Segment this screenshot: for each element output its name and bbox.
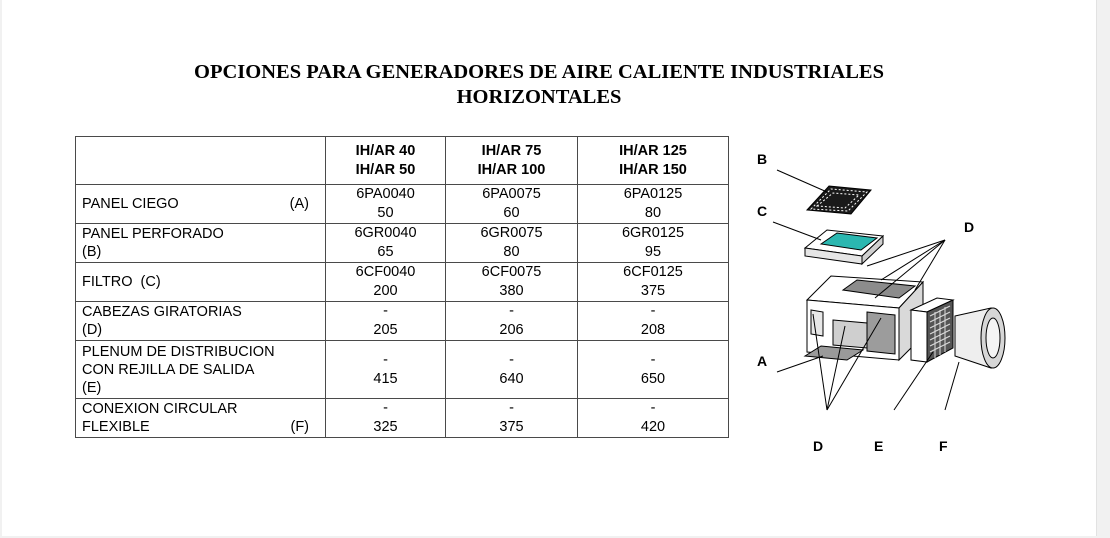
plenum-grille-e (911, 298, 953, 362)
header-model-40-50: IH/AR 40 IH/AR 50 (326, 137, 446, 185)
table-cell: 6CF0075 380 (446, 263, 578, 302)
table-row-plenum (76, 341, 729, 399)
table-cell: - 325 (326, 399, 446, 438)
table-row-panel-perforado (76, 224, 729, 263)
row-label: PANEL CIEGO (A) (76, 185, 326, 224)
header-empty-cell (76, 137, 326, 185)
header-model-125-150: IH/AR 125 IH/AR 150 (578, 137, 729, 185)
table-cell: - 205 (326, 302, 446, 341)
table-row-cabezas-giratorias (76, 302, 729, 341)
row-label: FILTRO (C) (76, 263, 326, 302)
label-d-bottom: D (813, 438, 824, 454)
row-label: CABEZAS GIRATORIAS (D) (76, 302, 326, 341)
header-model-75-100: IH/AR 75 IH/AR 100 (446, 137, 578, 185)
table-cell: - 650 (578, 341, 729, 399)
perforated-panel-b (807, 186, 871, 214)
table-cell: - 208 (578, 302, 729, 341)
table-row-conexion-circular (76, 399, 729, 438)
document-page (2, 0, 1097, 536)
table-cell: 6PA0125 80 (578, 185, 729, 224)
table-cell: 6PA0040 50 (326, 185, 446, 224)
label-e: E (874, 438, 884, 454)
table-cell: 6GR0040 65 (326, 224, 446, 263)
table-cell: - 420 (578, 399, 729, 438)
table-row-filtro (76, 263, 729, 302)
circular-connection-f (955, 308, 1005, 368)
row-label: PLENUM DE DISTRIBUCION CON REJILLA DE SALIDA (E) (76, 341, 326, 399)
page-title (2, 60, 1076, 110)
exploded-heater-diagram (747, 140, 1047, 460)
title-line-2: HORIZONTALES (456, 86, 622, 108)
row-label: CONEXION CIRCULAR FLEXIBLE (F) (76, 399, 326, 438)
table-cell: 6CF0125 375 (578, 263, 729, 302)
filter-c (805, 230, 883, 264)
table-cell: 6GR0075 80 (446, 224, 578, 263)
table-row-panel-ciego (76, 185, 729, 224)
table-cell: - 206 (446, 302, 578, 341)
label-b: B (757, 151, 768, 167)
row-label: PANEL PERFORADO (B) (76, 224, 326, 263)
table-cell: - 415 (326, 341, 446, 399)
options-table (75, 136, 729, 438)
label-d-top: D (964, 219, 975, 235)
label-a: A (757, 353, 768, 369)
label-f: F (939, 438, 948, 454)
table-cell: 6GR0125 95 (578, 224, 729, 263)
table-cell: 6CF0040 200 (326, 263, 446, 302)
table-cell: 6PA0075 60 (446, 185, 578, 224)
label-c: C (757, 203, 768, 219)
table-cell: - 640 (446, 341, 578, 399)
table-cell: - 375 (446, 399, 578, 438)
table-header-row (76, 137, 729, 185)
title-line-1: OPCIONES PARA GENERADORES DE AIRE CALIENTE INDUSTRIALES (194, 61, 884, 83)
